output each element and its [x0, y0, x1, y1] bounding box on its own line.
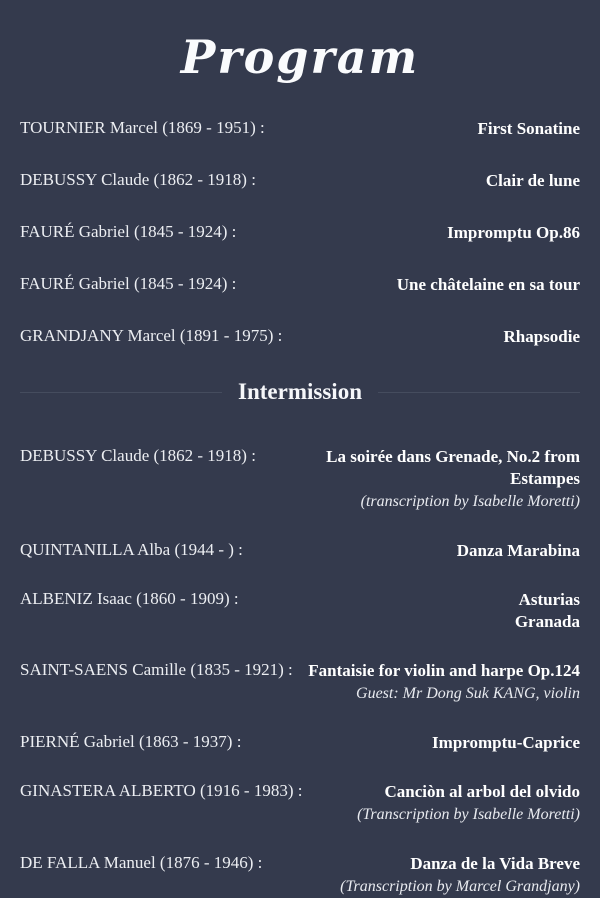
piece-block: [253, 732, 580, 754]
piece-block: [268, 446, 580, 513]
piece-note: Guest: Mr Dong Suk KANG, violin: [356, 685, 580, 702]
piece-block: [314, 781, 580, 826]
piece-title: Fantaisie for violin and harpe Op.124: [308, 661, 580, 680]
piece-block: [274, 853, 580, 898]
piece-title: Asturias: [518, 590, 580, 609]
piece-note: (transcription by Isabelle Moretti): [360, 493, 580, 510]
composer-label: DEBUSSY Claude (1862 - 1918) :: [20, 170, 256, 189]
piece-title: Impromptu-Caprice: [432, 733, 580, 752]
program-row: [20, 781, 580, 826]
program-row: [20, 853, 580, 898]
piece-block: [251, 589, 580, 633]
program-row: [20, 326, 580, 348]
piece-title: Clair de lune: [485, 171, 580, 190]
piece-block: [277, 118, 580, 140]
piece-title: Danza Marabina: [456, 541, 580, 560]
program-row: [20, 732, 580, 754]
program-row: [20, 540, 580, 562]
piece-title: Canciòn al arbol del olvido: [384, 782, 580, 801]
composer-label: ALBENIZ Isaac (1860 - 1909) :: [20, 589, 239, 608]
piece-title: First Sonatine: [477, 119, 580, 138]
piece-title: Danza de la Vida Breve: [410, 854, 580, 873]
intermission-label: Intermission: [238, 379, 362, 404]
program-row: [20, 274, 580, 296]
piece-block: [268, 170, 580, 192]
program-row: [20, 222, 580, 244]
piece-title: Granada: [514, 612, 580, 631]
piece-title: Rhapsodie: [503, 327, 580, 346]
composer-label: TOURNIER Marcel (1869 - 1951) :: [20, 118, 265, 137]
composer-label: GRANDJANY Marcel (1891 - 1975) :: [20, 326, 283, 345]
piece-block: [294, 326, 580, 348]
divider-line-left: [20, 392, 222, 393]
piece-title: Une châtelaine en sa tour: [396, 275, 580, 294]
composer-label: SAINT-SAENS Camille (1835 - 1921) :: [20, 660, 293, 679]
composer-label: FAURÉ Gabriel (1845 - 1924) :: [20, 222, 237, 241]
divider-line-right: [378, 392, 580, 393]
piece-block: [305, 660, 580, 705]
piece-block: [248, 274, 580, 296]
piece-note: (Transcription by Marcel Grandjany): [340, 878, 580, 895]
piece-block: [255, 540, 580, 562]
composer-label: FAURÉ Gabriel (1845 - 1924) :: [20, 274, 237, 293]
piece-title: La soirée dans Grenade, No.2 from Estampes: [326, 447, 580, 488]
page-title: Program: [180, 30, 420, 84]
program-row: [20, 118, 580, 140]
program-row: [20, 589, 580, 633]
program-row: [20, 446, 580, 513]
program-second-half: [20, 446, 580, 898]
composer-label: QUINTANILLA Alba (1944 - ) :: [20, 540, 243, 559]
program-row: [20, 170, 580, 192]
program-first-half: [20, 118, 580, 348]
piece-title: Impromptu Op.86: [447, 223, 580, 242]
composer-label: DEBUSSY Claude (1862 - 1918) :: [20, 446, 256, 465]
intermission-divider: [20, 378, 580, 406]
composer-label: DE FALLA Manuel (1876 - 1946) :: [20, 853, 263, 872]
piece-block: [248, 222, 580, 244]
composer-label: GINASTERA ALBERTO (1916 - 1983) :: [20, 781, 303, 800]
composer-label: PIERNÉ Gabriel (1863 - 1937) :: [20, 732, 242, 751]
program-row: [20, 660, 580, 705]
piece-note: (Transcription by Isabelle Moretti): [357, 806, 580, 823]
